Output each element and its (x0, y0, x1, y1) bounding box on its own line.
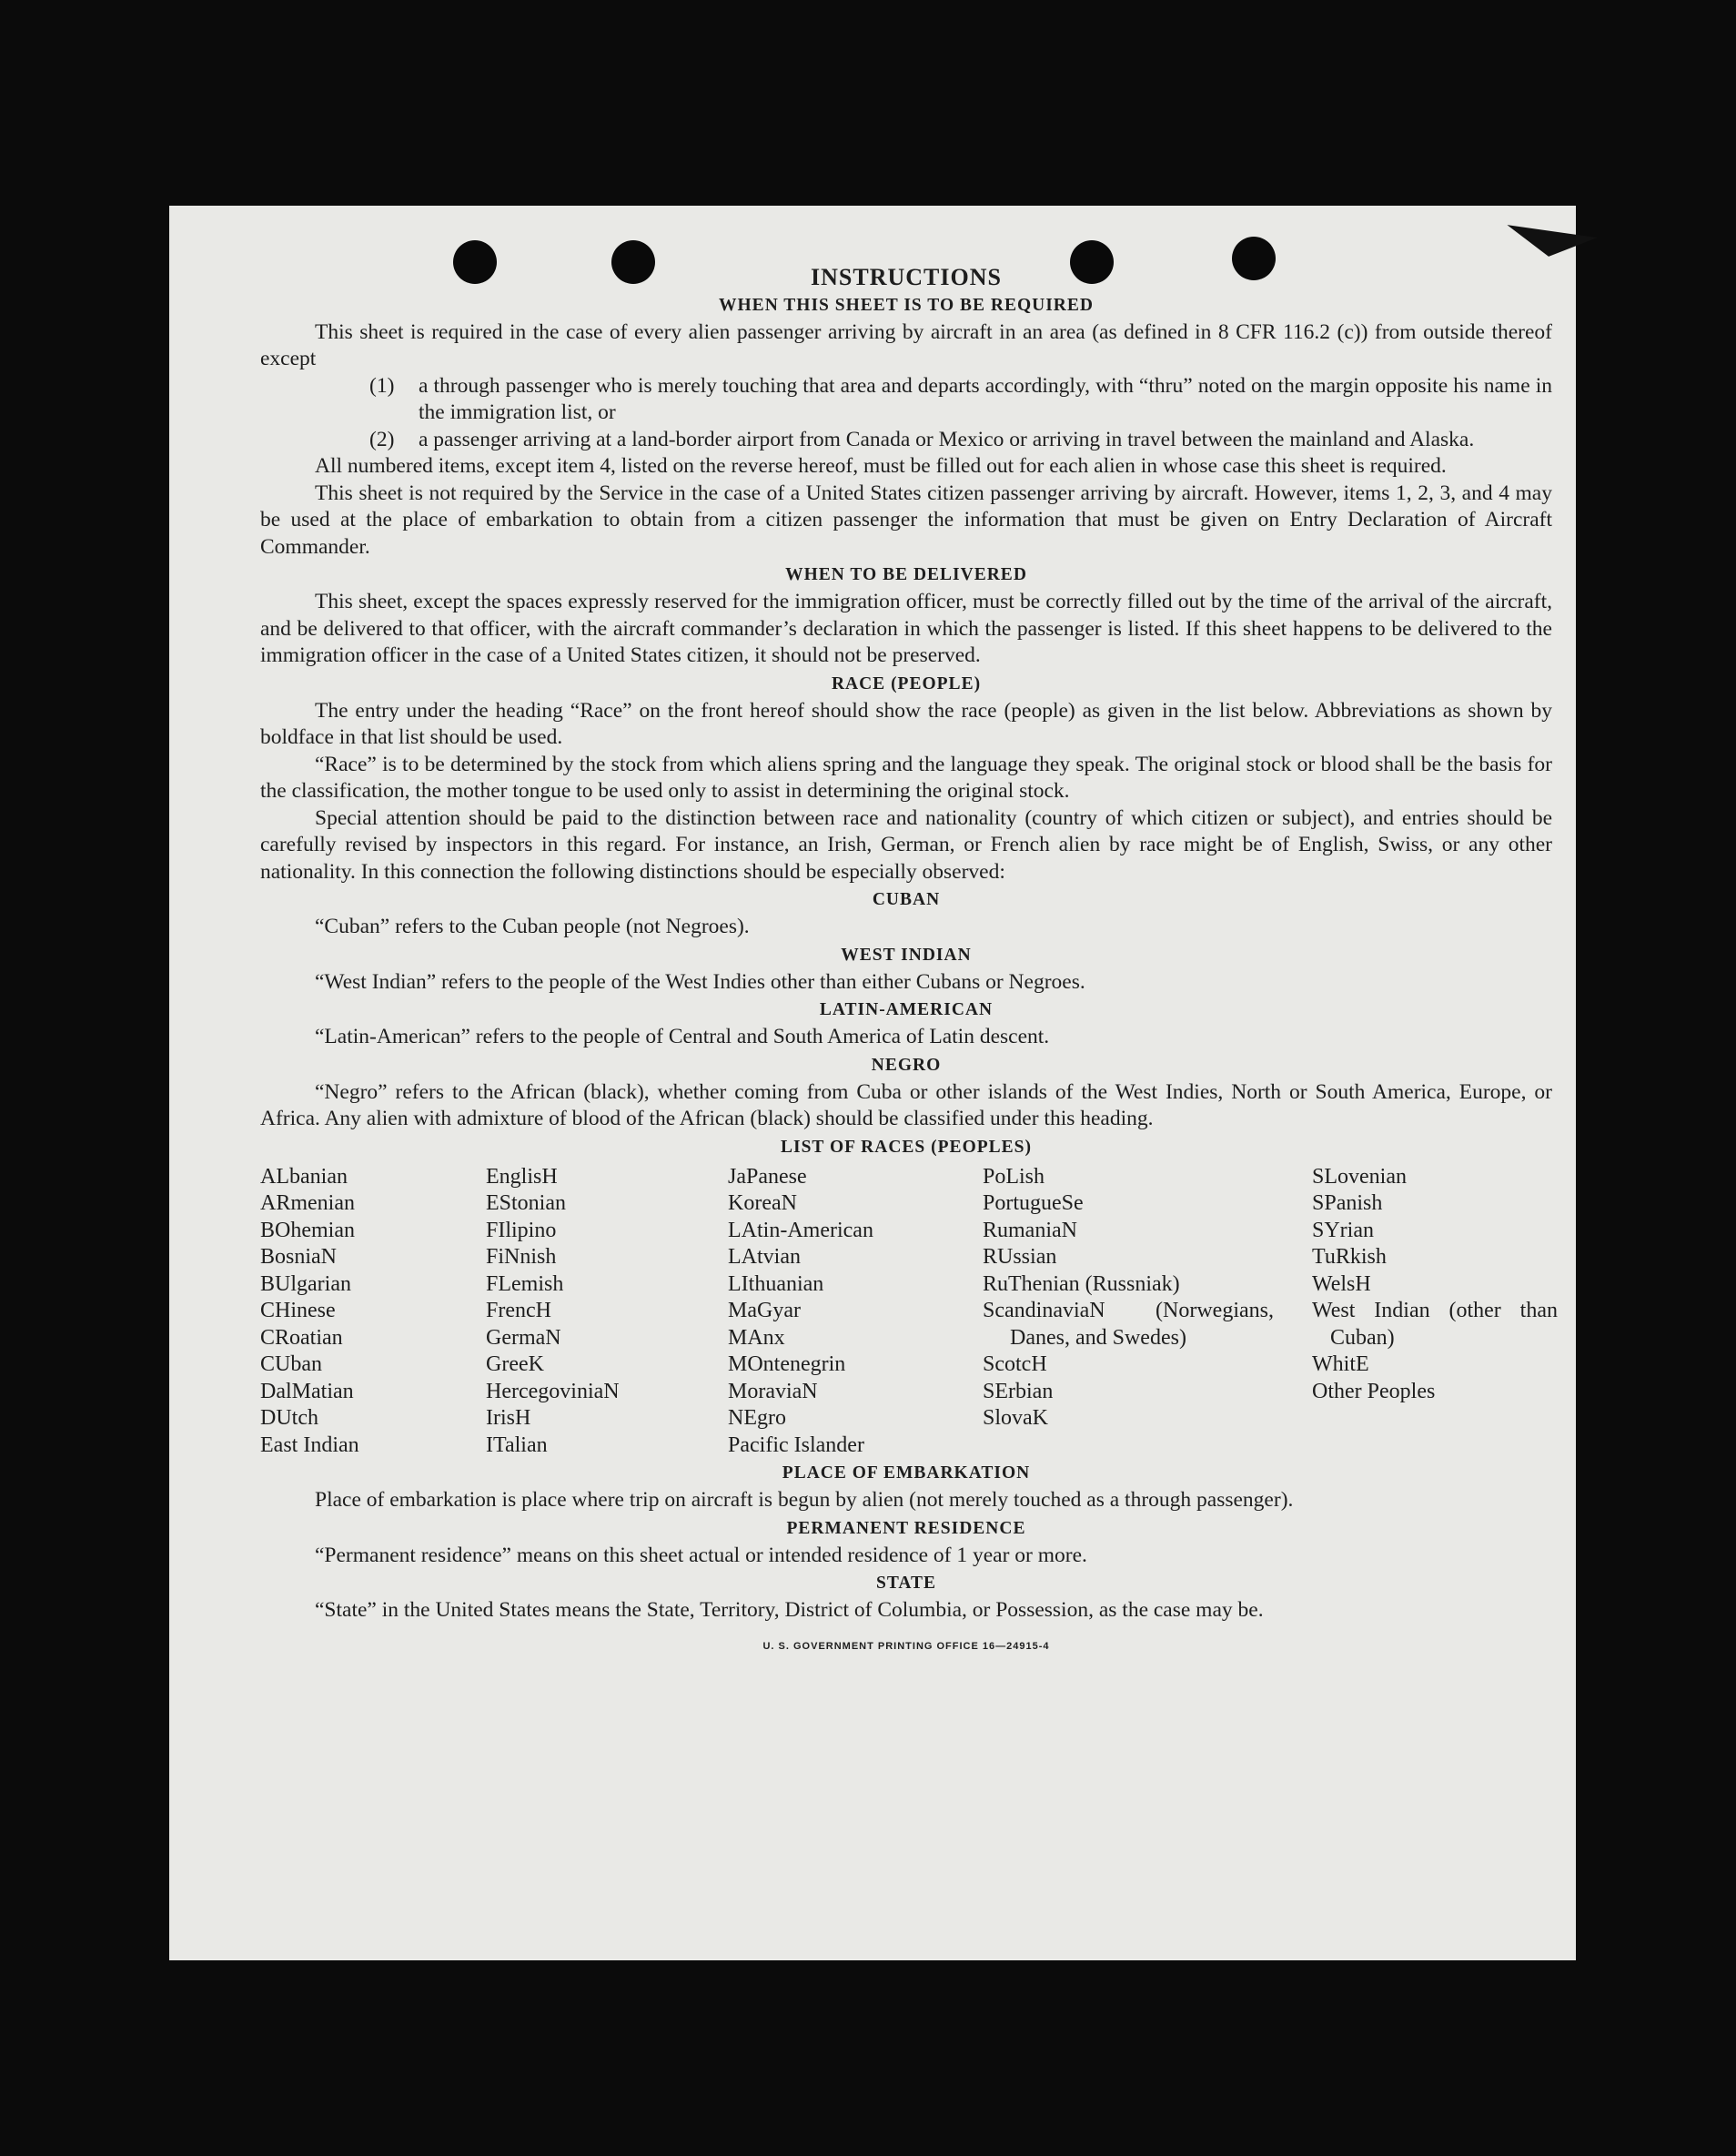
paragraph: This sheet, except the spaces expressly reserved for the immigration officer, must be correctly filled out by the time of the arrival of the aircraft, and be delivered to that officer, with the aircraft commander’s declaration in which the passenger is listed. If this sheet happens to be delivered to the immigration officer in the case of a United States citizen, it should not be preserved. (260, 590, 1552, 667)
race-entry: GreeK (486, 1352, 544, 1376)
heading-list-of-races: LIST OF RACES (PEOPLES) (780, 1137, 1032, 1157)
paragraph: The entry under the heading “Race” on the front hereof should show the race (people) as given in the list below. Abbreviations as shown by boldface in that list should be used. (260, 698, 1552, 749)
race-entry: BosniaN (260, 1245, 337, 1269)
race-entry: LAtvian (728, 1245, 801, 1269)
race-entry: FIlipino (486, 1218, 557, 1242)
paragraph: “Permanent residence” means on this sheet actual or intended residence of 1 year or more. (315, 1543, 1087, 1567)
paragraph: All numbered items, except item 4, listed on the reverse hereof, must be filled out for each alien in whose case this sheet is required. (315, 454, 1447, 478)
race-entry: HercegoviniaN (486, 1379, 620, 1403)
race-entry: DalMatian (260, 1379, 354, 1403)
heading-latin-american: LATIN-AMERICAN (819, 1000, 994, 1019)
heading-race: RACE (PEOPLE) (831, 673, 982, 693)
race-entry: GermaN (486, 1325, 561, 1350)
race-entry: JaPanese (728, 1164, 807, 1189)
race-entry: PortugueSe (983, 1191, 1084, 1215)
paragraph: This sheet is not required by the Service in the case of a United States citizen passenger arriving by aircraft. However, items 1, 2, 3, and 4 may be used at the place of embarkation to obtain from a citizen passenger the information that must be given on Entry Declaration of Aircraft Commander. (260, 481, 1552, 559)
item-text: a passenger arriving at a land-border airport from Canada or Mexico or arriving in travel between the mainland and Alaska. (419, 427, 1475, 451)
paragraph: “State” in the United States means the State, Territory, District of Columbia, or Possession, as the case may be. (315, 1598, 1264, 1622)
race-entry: BOhemian (260, 1218, 355, 1242)
race-entry: West Indian (other than Cuban) (1312, 1299, 1558, 1350)
race-entry: SLovenian (1312, 1164, 1407, 1189)
heading-place-of-embarkation: PLACE OF EMBARKATION (782, 1463, 1031, 1483)
race-entry: ScotcH (983, 1352, 1047, 1376)
race-entry: LIthuanian (728, 1271, 824, 1296)
races-column (728, 1164, 983, 1460)
races-column (486, 1164, 728, 1460)
paragraph: “West Indian” refers to the people of the West Indies other than either Cubans or Negroes. (315, 969, 1085, 994)
race-entry: KoreaN (728, 1191, 797, 1215)
race-entry: SlovaK (983, 1406, 1048, 1430)
race-entry: East Indian (260, 1432, 359, 1457)
race-entry: Other Peoples (1312, 1379, 1436, 1403)
paragraph: “Negro” refers to the African (black), whether coming from Cuba or other islands of the West Indies, North or South America, Europe, or Africa. Any alien with admixture of blood of the African (black) should be classified under this heading. (260, 1079, 1552, 1130)
paragraph: Special attention should be paid to the distinction between race and nationality (country of which citizen or subject), and entries should be carefully revised by inspectors in this regard. For instance, an Irish, German, or French alien by race might be of English, Swiss, or any other nationality. In this connection the following distinctions should be especially observed: (260, 805, 1552, 884)
race-entry: FrencH (486, 1299, 551, 1322)
race-entry: PoLish (983, 1164, 1045, 1189)
item-number: (2) (369, 427, 395, 451)
heading-state: STATE (875, 1574, 937, 1593)
heading-west-indian: WEST INDIAN (841, 945, 972, 965)
race-entry: ALbanian (260, 1164, 348, 1189)
race-entry: EnglisH (486, 1164, 558, 1189)
race-entry: BUlgarian (260, 1271, 351, 1296)
item-text: a through passenger who is merely touching that area and departs accordingly, with “thru” noted on the margin opposite his name in the immigration list, or (419, 373, 1552, 424)
item-number: (1) (369, 373, 395, 398)
torn-corner-mark (1504, 225, 1598, 263)
race-entry: FLemish (486, 1271, 564, 1296)
race-entry: MOntenegrin (728, 1352, 846, 1376)
race-entry: EStonian (486, 1191, 566, 1215)
heading-when-required: WHEN THIS SHEET IS TO BE REQUIRED (719, 295, 1094, 315)
race-entry: MoraviaN (728, 1379, 818, 1403)
list-item (369, 373, 1552, 427)
race-entry: RuThenian (Russniak) (983, 1271, 1180, 1296)
race-entry: TuRkish (1312, 1245, 1387, 1269)
race-entry: DUtch (260, 1406, 318, 1430)
race-entry: NEgro (728, 1406, 786, 1430)
heading-permanent-residence: PERMANENT RESIDENCE (786, 1518, 1026, 1538)
races-column (1312, 1164, 1558, 1460)
paragraph: Place of embarkation is place where trip on aircraft is begun by alien (not merely touched as a through passenger). (315, 1488, 1294, 1512)
race-entry: CHinese (260, 1299, 336, 1322)
race-entry: RUssian (983, 1245, 1057, 1269)
heading-negro: NEGRO (871, 1055, 942, 1075)
race-entry: WhitE (1312, 1352, 1369, 1376)
race-entry: ARmenian (260, 1191, 355, 1215)
printing-office-imprint: U. S. GOVERNMENT PRINTING OFFICE 16—24915-4 (762, 1640, 1050, 1652)
race-entry: SErbian (983, 1379, 1054, 1403)
races-list (260, 1164, 1558, 1460)
paragraph: This sheet is required in the case of every alien passenger arriving by aircraft in an area (as defined in 8 CFR 116.2 (c)) from outside thereof except (260, 319, 1552, 370)
race-entry: ITalian (486, 1432, 548, 1457)
heading-when-delivered: WHEN TO BE DELIVERED (785, 565, 1027, 584)
race-entry: LAtin-American (728, 1218, 873, 1242)
document-sheet (169, 206, 1576, 1960)
races-column (983, 1164, 1312, 1460)
races-column (260, 1164, 486, 1460)
race-entry: MaGyar (728, 1299, 801, 1322)
heading-cuban: CUBAN (872, 890, 941, 909)
race-entry: Pacific Islander (728, 1432, 864, 1457)
race-entry: IrisH (486, 1406, 531, 1430)
race-entry: MAnx (728, 1325, 785, 1350)
race-entry: SYrian (1312, 1218, 1374, 1242)
paragraph: “Race” is to be determined by the stock from which aliens spring and the language they speak. The original stock or blood shall be the basis for the classification, the mother tongue to be used only to assist in determining the original stock. (260, 752, 1552, 803)
race-entry: CUban (260, 1352, 322, 1376)
list-item (369, 427, 1552, 454)
race-entry: CRoatian (260, 1325, 343, 1350)
race-entry: WelsH (1312, 1271, 1371, 1296)
instructions-content (260, 264, 1558, 1660)
paragraph: “Latin-American” refers to the people of Central and South America of Latin descent. (315, 1025, 1050, 1048)
race-entry: SPanish (1312, 1191, 1383, 1215)
page-title: INSTRUCTIONS (811, 264, 1002, 290)
race-entry: RumaniaN (983, 1218, 1077, 1242)
race-entry: ScandinaviaN (Norwegians, Danes, and Swedes) (983, 1299, 1274, 1350)
race-entry: FiNnish (486, 1245, 557, 1269)
paragraph: “Cuban” refers to the Cuban people (not Negroes). (315, 915, 750, 938)
